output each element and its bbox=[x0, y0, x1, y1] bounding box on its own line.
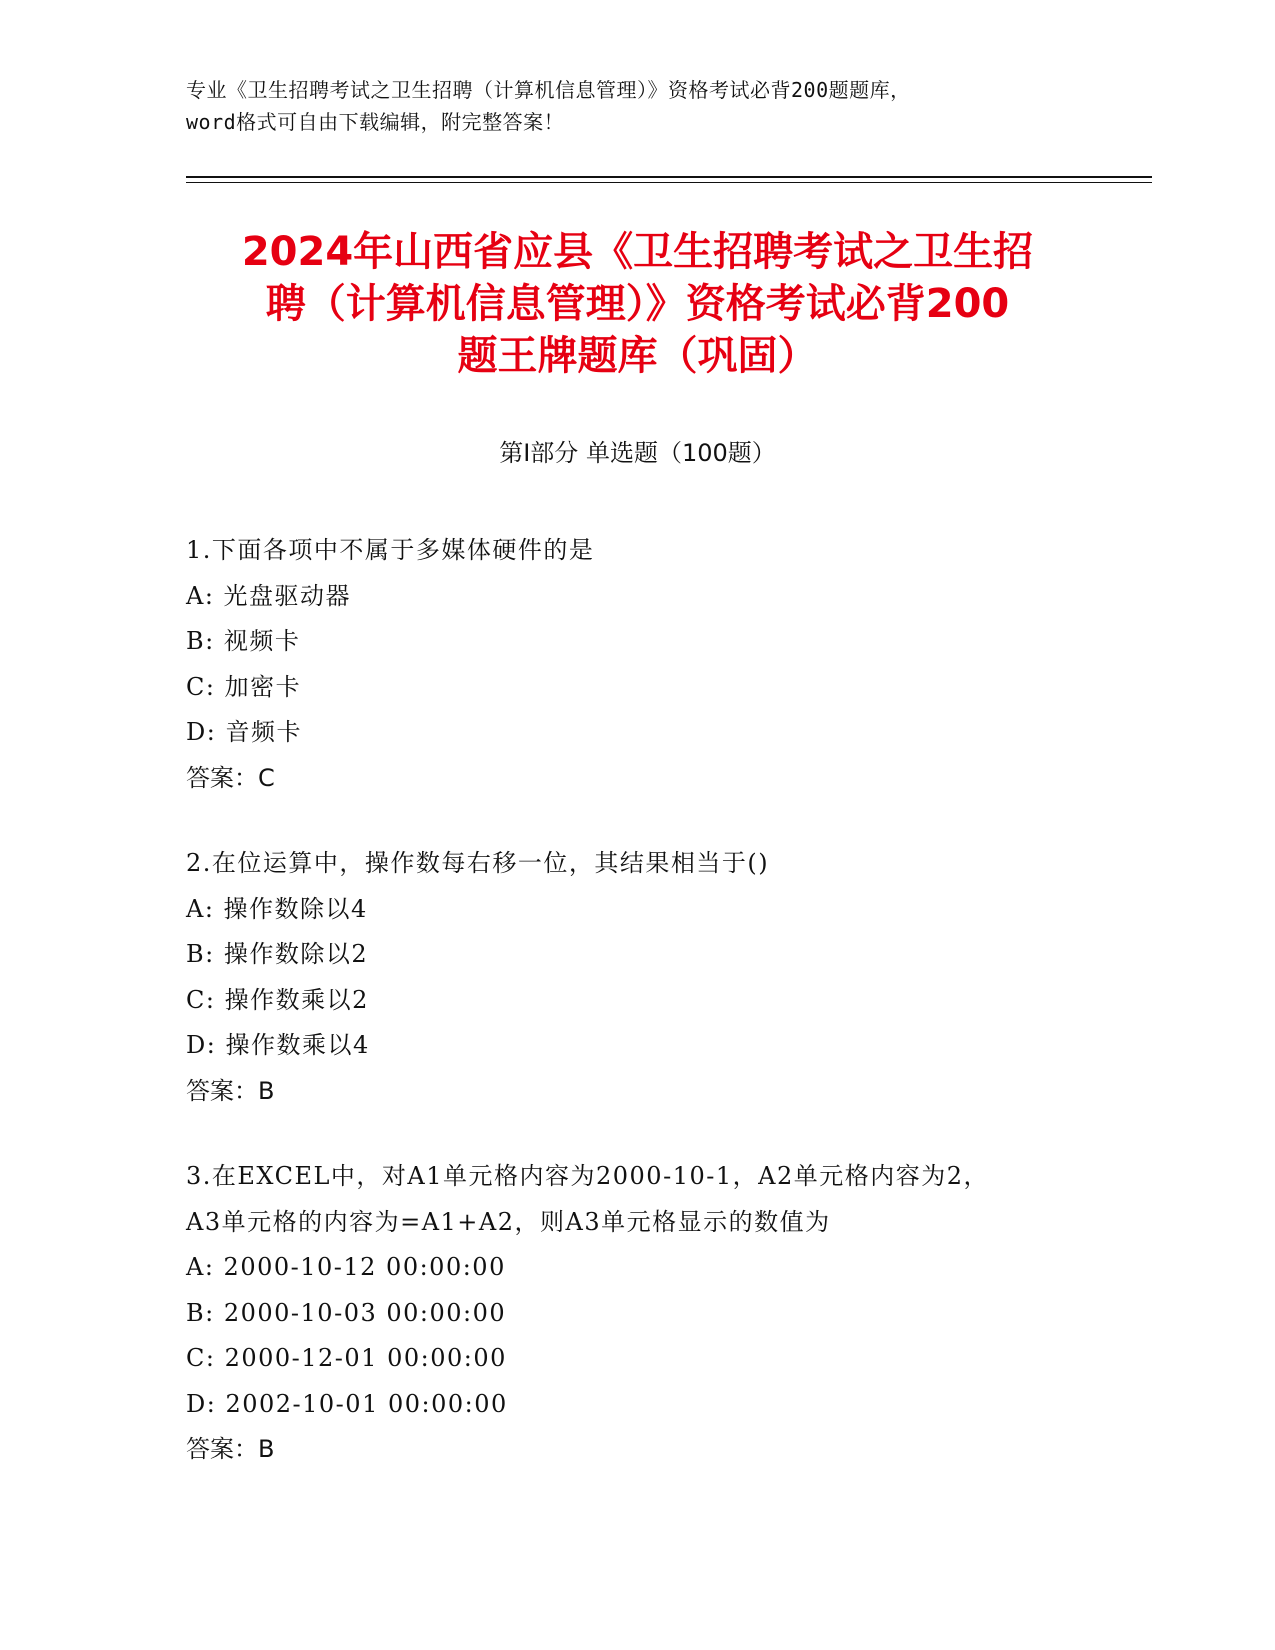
option-c: C: 操作数乘以2 bbox=[186, 985, 369, 1014]
option-d: D: 2002-10-01 00:00:00 bbox=[186, 1389, 508, 1418]
header-rule-thick bbox=[186, 176, 1152, 178]
option-b: B: 操作数除以2 bbox=[186, 940, 369, 968]
question-stem-line-2: A3单元格的内容为=A1+A2，则A3单元格显示的数值为 bbox=[186, 1207, 831, 1236]
question-2 bbox=[186, 841, 1152, 1114]
answer: 答案：B bbox=[186, 1435, 275, 1463]
document-title bbox=[160, 226, 1115, 382]
option-d: D: 操作数乘以4 bbox=[186, 1031, 370, 1059]
option-c: C: 2000-12-01 00:00:00 bbox=[186, 1344, 507, 1372]
header-note bbox=[186, 74, 1086, 138]
title-line-2: 聘（计算机信息管理）》资格考试必背200 bbox=[265, 281, 1010, 327]
question-list bbox=[186, 528, 1152, 1513]
question-stem: 2.在位运算中，操作数每右移一位，其结果相当于() bbox=[186, 849, 770, 877]
option-a: A: 2000-10-12 00:00:00 bbox=[186, 1253, 506, 1281]
option-b: B: 2000-10-03 00:00:00 bbox=[186, 1298, 507, 1327]
section-title: 第Ⅰ部分 单选题（100题） bbox=[499, 439, 776, 467]
question-3 bbox=[186, 1154, 1152, 1473]
header-rule-thin bbox=[186, 182, 1152, 183]
title-line-3: 题王牌题库（巩固） bbox=[457, 333, 818, 379]
answer: 答案：C bbox=[186, 763, 275, 792]
answer: 答案：B bbox=[186, 1076, 275, 1105]
question-1 bbox=[186, 528, 1152, 801]
header-note-line-2: word格式可自由下载编辑，附完整答案！ bbox=[186, 110, 565, 134]
option-d: D: 音频卡 bbox=[186, 718, 302, 746]
question-stem-line-1: 3.在EXCEL中，对A1单元格内容为2000-10-1，A2单元格内容为2， bbox=[186, 1162, 989, 1190]
option-b: B: 视频卡 bbox=[186, 627, 301, 655]
option-c: C: 加密卡 bbox=[186, 672, 302, 701]
header-note-line-1: 专业《卫生招聘考试之卫生招聘（计算机信息管理）》资格考试必背200题题库， bbox=[186, 78, 911, 102]
question-stem: 1.下面各项中不属于多媒体硬件的是 bbox=[186, 536, 595, 564]
option-a: A: 光盘驱动器 bbox=[186, 581, 352, 610]
option-a: A: 操作数除以4 bbox=[186, 894, 368, 923]
title-line-1: 2024年山西省应县《卫生招聘考试之卫生招 bbox=[241, 229, 1034, 275]
